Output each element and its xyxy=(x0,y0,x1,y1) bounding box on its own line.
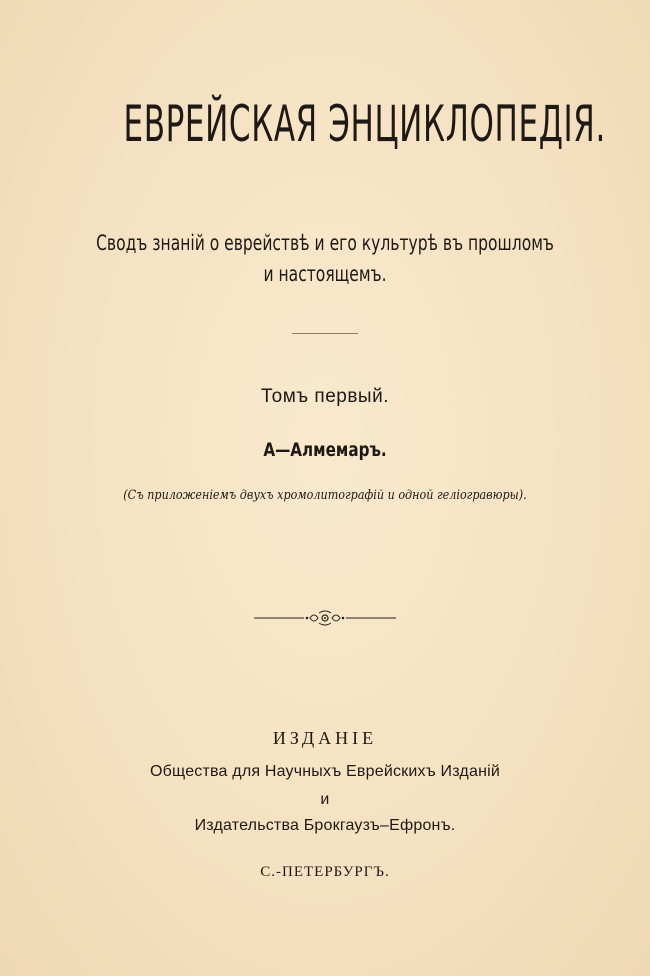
edition-label: ИЗДАНІЕ xyxy=(272,728,378,748)
publisher-society: Общества для Научныхъ Еврейскихъ Изданій xyxy=(150,763,500,780)
subtitle-line-1: Сводъ знаній о еврействѣ и его культурѣ въ прошломъ xyxy=(96,231,554,255)
supplements-note: (Съ приложеніемъ двухъ хромолитографій и одной геліогравюры). xyxy=(123,488,527,503)
publication-city: С.-ПЕТЕРБУРГЪ. xyxy=(260,864,390,880)
volume-range: А—Алмемаръ. xyxy=(263,439,387,461)
divider-rule xyxy=(292,333,358,334)
subtitle-line-2: и настоящемъ. xyxy=(263,262,387,286)
volume-label: Томъ первый. xyxy=(261,386,389,407)
publisher-conjunction: и xyxy=(320,791,330,808)
publisher-brockhaus-efron: Издательства Брокгаузъ–Ефронъ. xyxy=(194,817,456,834)
ornament-divider-icon xyxy=(254,606,396,630)
page-title: ЕВРЕЙСКАЯ ЭНЦИКЛОПЕДІЯ. xyxy=(123,95,606,153)
